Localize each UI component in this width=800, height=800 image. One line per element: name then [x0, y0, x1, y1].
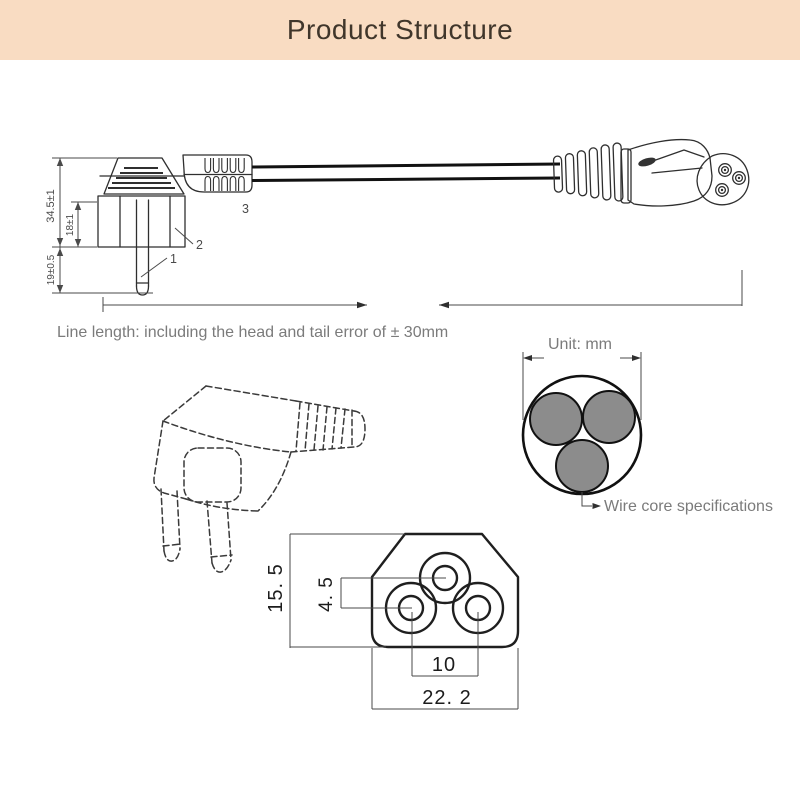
dim-label-face-height: 15. 5 — [265, 563, 287, 613]
c5-face-drawing — [265, 534, 518, 709]
part-label-3: 3 — [242, 202, 249, 216]
side-view-dimensions — [45, 158, 742, 341]
wire-core-annotation: Wire core specifications — [604, 498, 773, 515]
connector-body — [628, 140, 712, 206]
dim-label-pin-offset: 4. 5 — [316, 576, 337, 612]
dim-label-pin-pitch: 10 — [431, 654, 457, 676]
cable — [252, 164, 560, 181]
dim-label-face-width: 22. 2 — [422, 687, 472, 709]
connector-head — [697, 154, 749, 205]
cord-exit — [352, 410, 365, 448]
connector-pin-holes — [716, 164, 746, 197]
plug-3d-view-drawing — [154, 386, 365, 572]
connector-boot-ribs — [553, 143, 623, 203]
part-label-2: 2 — [196, 238, 203, 252]
plug-face-ring — [184, 448, 241, 502]
plug-side-view-drawing — [98, 155, 560, 295]
plug-grip-ridges — [108, 168, 175, 188]
dim-label-body-height: 18±1 — [65, 213, 76, 237]
dim-label-pin-length: 19±0.5 — [46, 254, 57, 286]
plug-3d-ribs — [296, 403, 345, 451]
wire-cross-section — [523, 336, 773, 515]
wire-core — [583, 391, 635, 443]
plug-body-outline — [98, 196, 185, 247]
unit-label: Unit: mm — [548, 336, 612, 353]
strain-relief-boot — [183, 155, 252, 192]
dim-label-total-height: 34.5±1 — [45, 189, 57, 223]
wire-core — [556, 440, 608, 492]
part-label-1: 1 — [170, 252, 177, 266]
c5-face-dimensions — [290, 534, 518, 709]
page-title: Product Structure — [286, 14, 514, 45]
connector-latch-mark — [637, 156, 656, 168]
line-length-note: Line length: including the head and tail error of ± 30mm — [57, 324, 449, 341]
c5-face-pins — [399, 566, 490, 620]
wire-core — [530, 393, 582, 445]
c5-connector-side-drawing — [553, 140, 749, 206]
